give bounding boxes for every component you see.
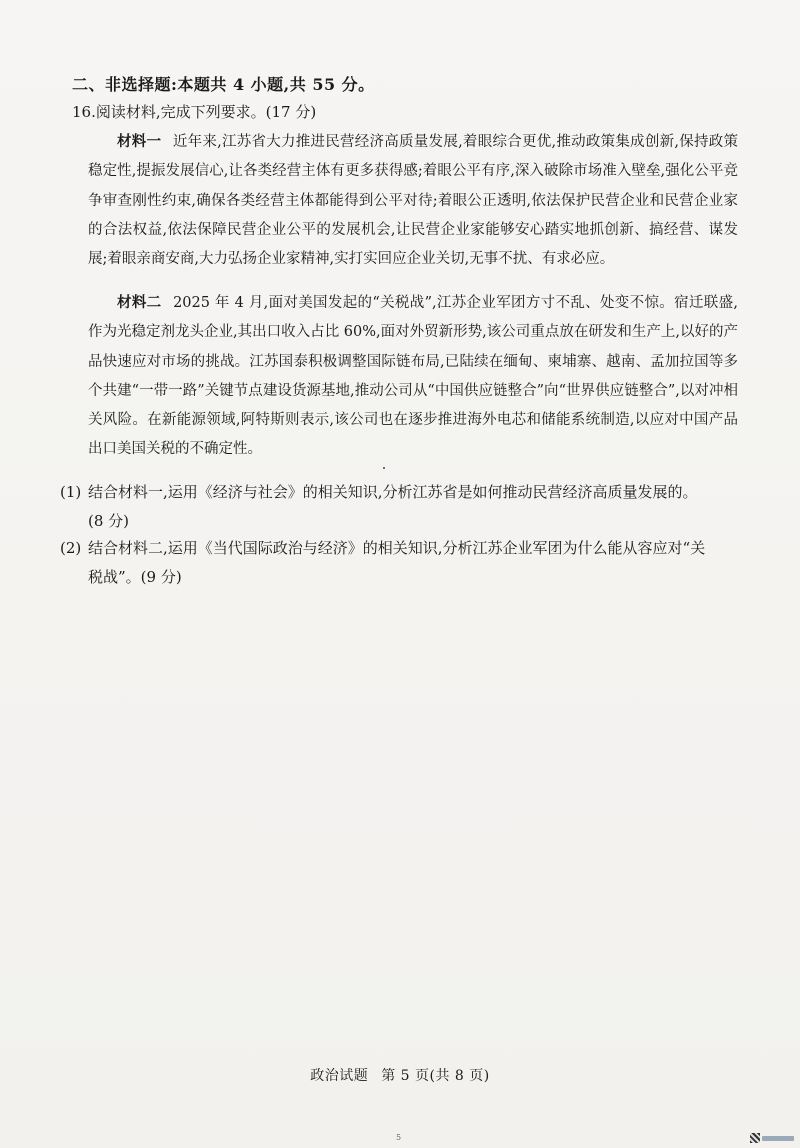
material-one-label: 材料一 bbox=[117, 133, 162, 150]
footer-subject: 政治试题 bbox=[310, 1068, 369, 1084]
qr-code-icon bbox=[750, 1133, 760, 1143]
sub-question-2-text: 结合材料二,运用《当代国际政治与经济》的相关知识,分析江苏企业军团为什么能从容应对“关税战”。(9 分) bbox=[88, 539, 706, 586]
sub-question-2 bbox=[60, 534, 710, 591]
material-one bbox=[88, 127, 738, 274]
material-two-text: 2025 年 4 月,面对美国发起的“关税战”,江苏企业军团方寸不乱、处变不惊。宿迁联盛,作为光稳定剂龙头企业,其出口收入占比 60%,面对外贸新形势,该公司重点放在研发和生产上,以好的产品快速应对市场的挑战。江苏国泰积极调整国际链布局,已陆续在缅甸、柬埔寨、越南、孟加拉国等多个共建“一带一路”关键节点建设货源基地,推动公司从“中国供应链整合”向“世界供应链整合”,以对冲相关风险。在新能源领域,阿特斯则表示,该公司也在逐步推进海外电芯和储能系统制造,以应对中国产品出口美国关税的不确定性。 bbox=[88, 295, 739, 458]
bottom-page-number: 5 bbox=[396, 1133, 402, 1142]
section-title: 二、非选择题:本题共 4 小题,共 55 分。 bbox=[72, 75, 375, 94]
sub-question-2-number: (2) bbox=[60, 539, 82, 557]
watermark-logo-icon bbox=[762, 1136, 794, 1141]
material-two bbox=[88, 288, 738, 465]
watermark-qr-icon bbox=[750, 1132, 796, 1144]
sub-question-1 bbox=[60, 478, 710, 535]
question-16-head: 16.阅读材料,完成下列要求。(17 分) bbox=[72, 103, 317, 121]
sub-question-1-text: 结合材料一,运用《经济与社会》的相关知识,分析江苏省是如何推动民营经济高质量发展的。(8 分) bbox=[88, 483, 698, 530]
footer-page: 第 5 页(共 8 页) bbox=[381, 1068, 490, 1084]
stray-dot bbox=[383, 467, 385, 469]
material-two-label: 材料二 bbox=[117, 294, 162, 311]
material-one-text: 近年来,江苏省大力推进民营经济高质量发展,着眼综合更优,推动政策集成创新,保持政策稳定性,提振发展信心,让各类经营主体有更多获得感;着眼公平有序,深入破除市场准入壁垒,强化公平竞争审查刚性约束,确保各类经营主体都能得到公平对待;着眼公正透明,依法保护民营企业和民营企业家的合法权益,依法保障民营企业公平的发展机会,让民营企业家能够安心踏实地抓创新、搞经营、谋发展;着眼亲商安商,大力弘扬企业家精神,实打实回应企业关切,无事不扰、有求必应。 bbox=[88, 134, 738, 268]
page-footer bbox=[0, 1065, 800, 1085]
sub-question-1-number: (1) bbox=[60, 483, 82, 501]
